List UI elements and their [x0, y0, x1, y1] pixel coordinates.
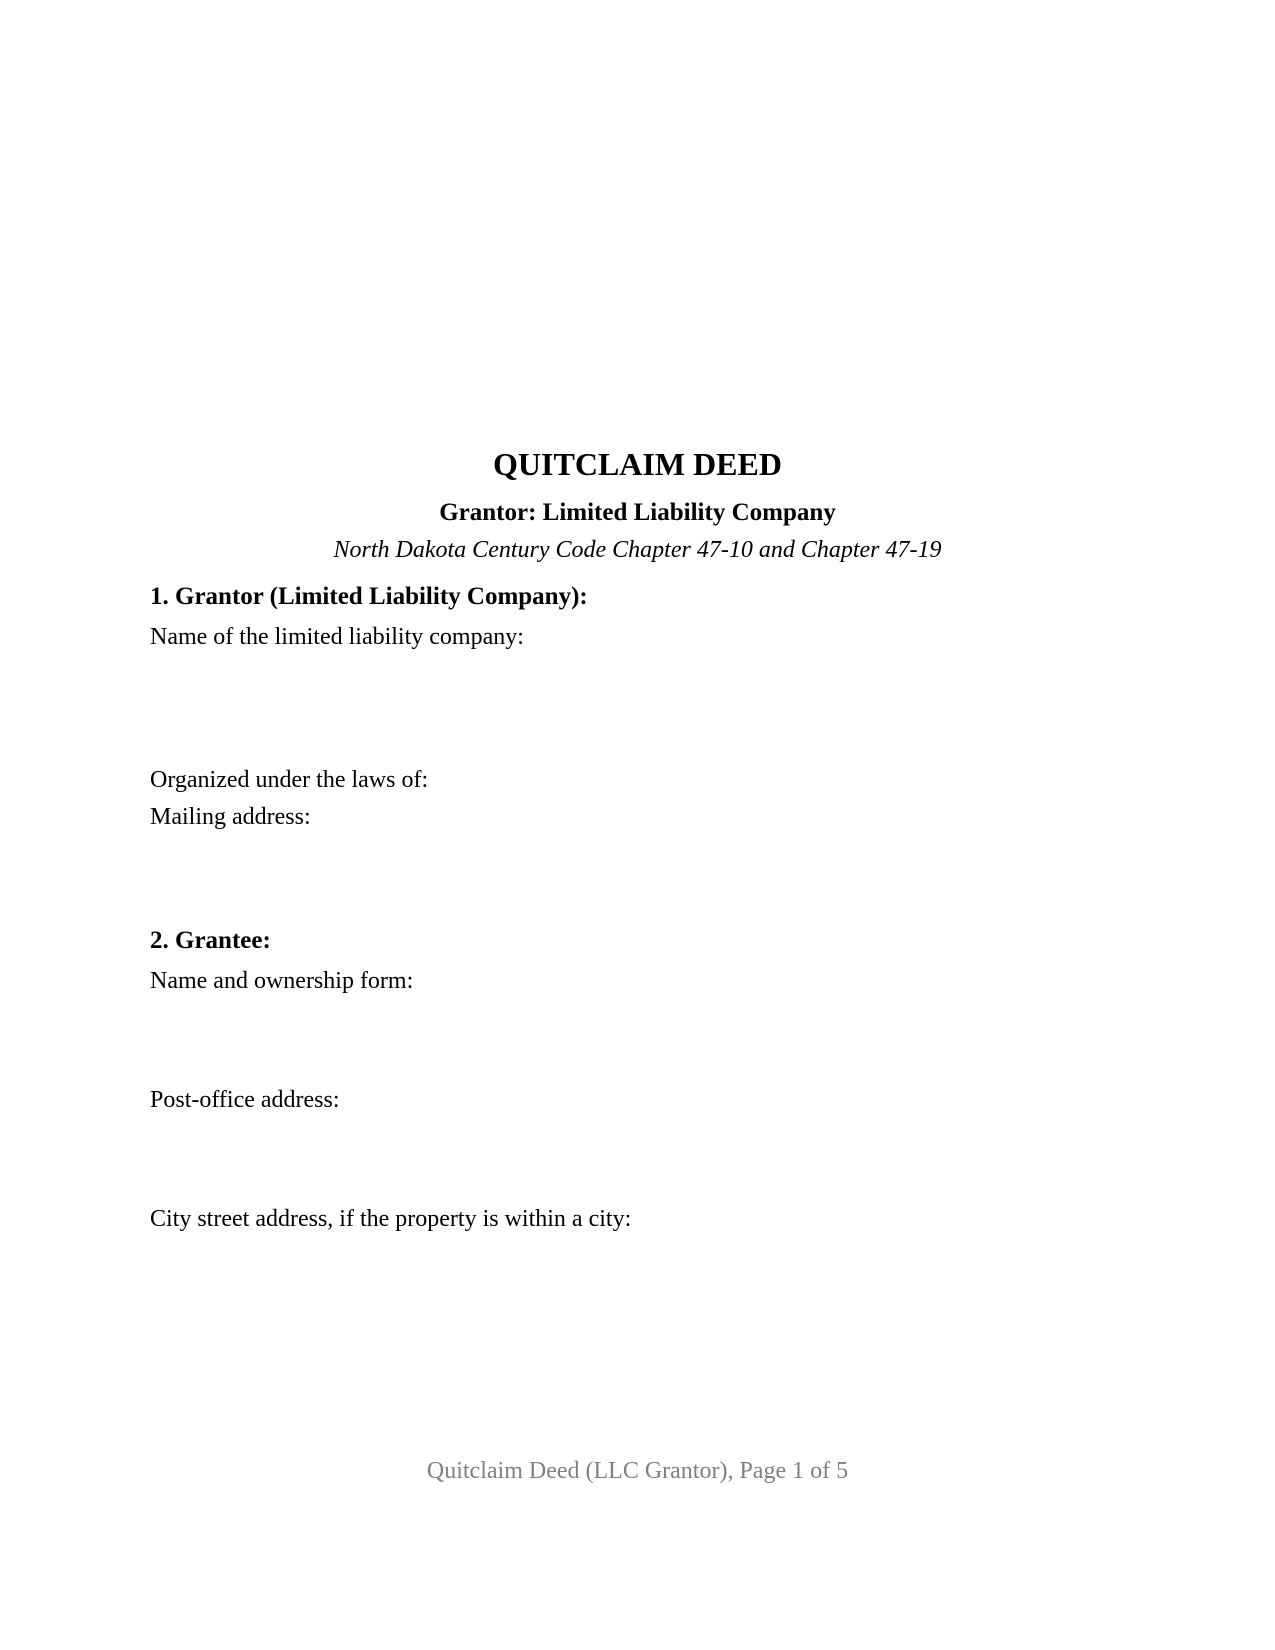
mailing-address-label: Mailing address: [150, 804, 311, 830]
section-grantee-heading: 2. Grantee: [150, 927, 271, 954]
post-office-address-label: Post-office address: [150, 1087, 340, 1113]
organized-under-label: Organized under the laws of: [150, 767, 429, 793]
document-title: QUITCLAIM DEED [493, 446, 782, 482]
section-grantor-heading: 1. Grantor (Limited Liability Company): [150, 583, 588, 610]
name-ownership-form-label: Name and ownership form: [150, 968, 414, 994]
statute-citation: North Dakota Century Code Chapter 47-10 and Chapter 47-19 [333, 537, 942, 563]
document-subtitle: Grantor: Limited Liability Company [439, 499, 836, 526]
page-footer: Quitclaim Deed (LLC Grantor), Page 1 of 5 [426, 1458, 849, 1484]
company-name-label: Name of the limited liability company: [150, 624, 524, 650]
city-street-address-label: City street address, if the property is within a city: [150, 1206, 632, 1232]
